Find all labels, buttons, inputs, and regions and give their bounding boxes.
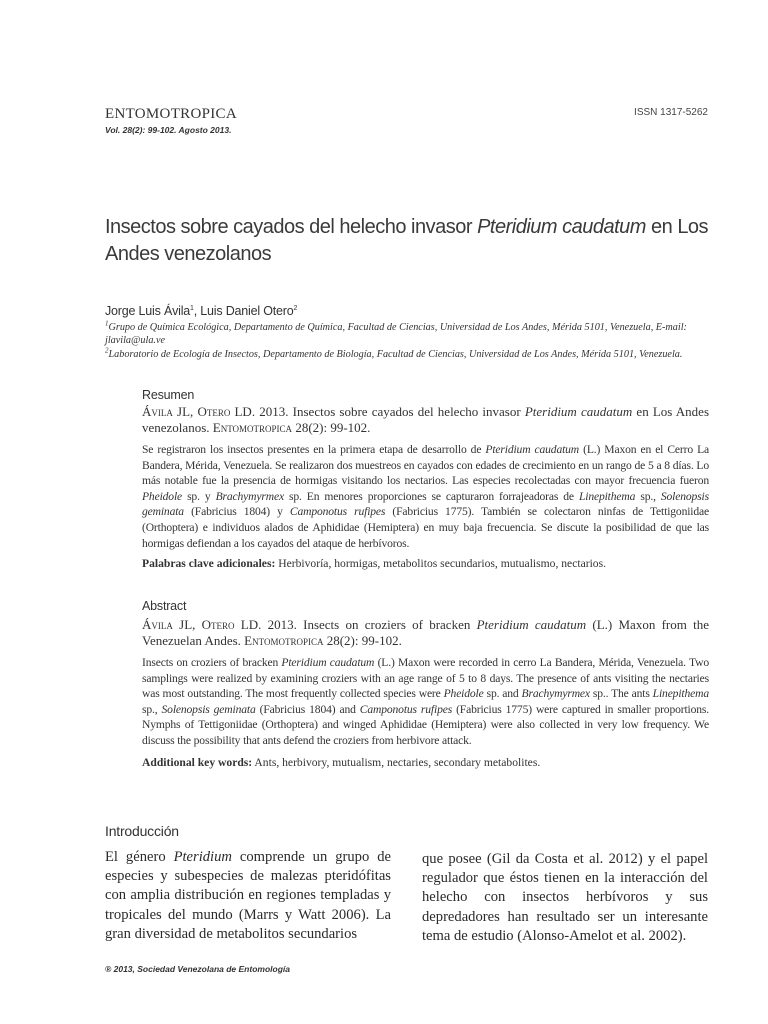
abstract-heading: Abstract — [142, 599, 187, 613]
affiliation: $^1$Grupo de Química Ecológica, Departamento de Química, Facultad de Ciencias, Universidad de Los Andes, Mérida 5101, Venezuela, E-mail: jlavila@ula.ve — [105, 319, 687, 346]
introduction-heading: Introducción — [105, 823, 179, 839]
author-list: Jorge Luis Ávila$^1$, Luis Daniel Otero$^2$ — [105, 304, 298, 318]
issn: ISSN 1317-5262 — [634, 107, 708, 118]
intro-column-right: que posee (Gil da Costa et al. 2012) y el papel regulador que éstos tienen en la interacción del helecho con insectos herbívoros y sus depredadores han resultado ser un interesante tema de estudio (Alonso-Amelot et al. 2002). — [422, 851, 708, 944]
article-title: Insectos sobre cayados del helecho invasor Pteridium caudatum en Los Andes venezolanos — [105, 216, 709, 265]
copyright-footer: ® 2013, Sociedad Venezolana de Entomología — [105, 964, 290, 974]
intro-column-left: El género Pteridium comprende un grupo de especies y subespecies de malezas pteridófitas con amplia distribución en regiones templadas y tropicales del mundo (Marrs y Watt 2006). La gran diversidad de metabolitos secundarios — [105, 849, 391, 942]
resumen-citation: Ávila JL, Otero LD. 2013. Insectos sobre cayados del helecho invasor Pteridium caudatum en Los Andes venezolanos. Entomotropica 28(2): 99-102. — [142, 404, 710, 435]
author-name: Luis Daniel Otero — [200, 304, 294, 318]
author-name: Jorge Luis Ávila — [105, 304, 191, 318]
abstract-keywords: Additional key words: Ants, herbivory, mutualism, nectaries, secondary metabolites. — [142, 756, 541, 769]
resumen-heading: Resumen — [142, 388, 195, 402]
affiliation: $^2$Laboratorio de Ecología de Insectos, Departamento de Biología, Facultad de Ciencias, Universidad de Los Andes, Mérida 5101, Venezuela. — [105, 346, 683, 360]
resumen-keywords: Palabras clave adicionales: Herbivoría, hormigas, metabolitos secundarios, mutualismo, nectarios. — [142, 557, 606, 570]
resumen-body: Se registraron los insectos presentes en la primera etapa de desarrollo de Pteridium caudatum (L.) Maxon en el Cerro La Bandera, Mérida, Venezuela. Se realizaron dos muestreos en cayados con edades de crecimiento en un rango de 5 a 8 días. Lo más notable fue la presencia de hormigas visitando los nectarios. Las especies recolectadas con mayor frecuencia fueron Pheidole sp. y Brachymyrmex sp. En menores proporciones se capturaron forrajeadoras de Linepithema sp., Solenopsis geminata (Fabricius 1804) y Camponotus rufipes (Fabricius 1775). También se colectaron ninfas de Tettigoniidae (Orthoptera) e individuos alados de Aphididae (Hemiptera) en muy baja frecuencia. Se discute la posibilidad de que las hormigas defiendan a los cayados del ataque de herbívoros. — [142, 443, 709, 550]
abstract-body: Insects on croziers of bracken Pteridium caudatum (L.) Maxon were recorded in cerro La Bandera, Mérida, Venezuela. Two samplings were realized by examining croziers with an age range of 5 to 8 days. The presence of ants visiting the nectaries was most outstanding. The most frequently collected species were Pheidole sp. and Brachymyrmex sp.. The ants Linepithema sp., Solenopsis geminata (Fabricius 1804) and Camponotus rufipes (Fabricius 1775) were captured in smaller proportions. Nymphs of Tettigoniidae (Orthoptera) and winged Aphididae (Hemiptera) were also collected in very low frequency. We discuss the possibility that ants defend the croziers from herbivore attack. — [142, 656, 709, 747]
issue-info: Vol. 28(2): 99-102. Agosto 2013. — [105, 125, 232, 135]
journal-name: ENTOMOTROPICA — [105, 106, 237, 122]
abstract-citation: Ávila JL, Otero LD. 2013. Insects on croziers of bracken Pteridium caudatum (L.) Maxon from the Venezuelan Andes. Entomotropica 28(2): 99-102. — [142, 617, 709, 648]
